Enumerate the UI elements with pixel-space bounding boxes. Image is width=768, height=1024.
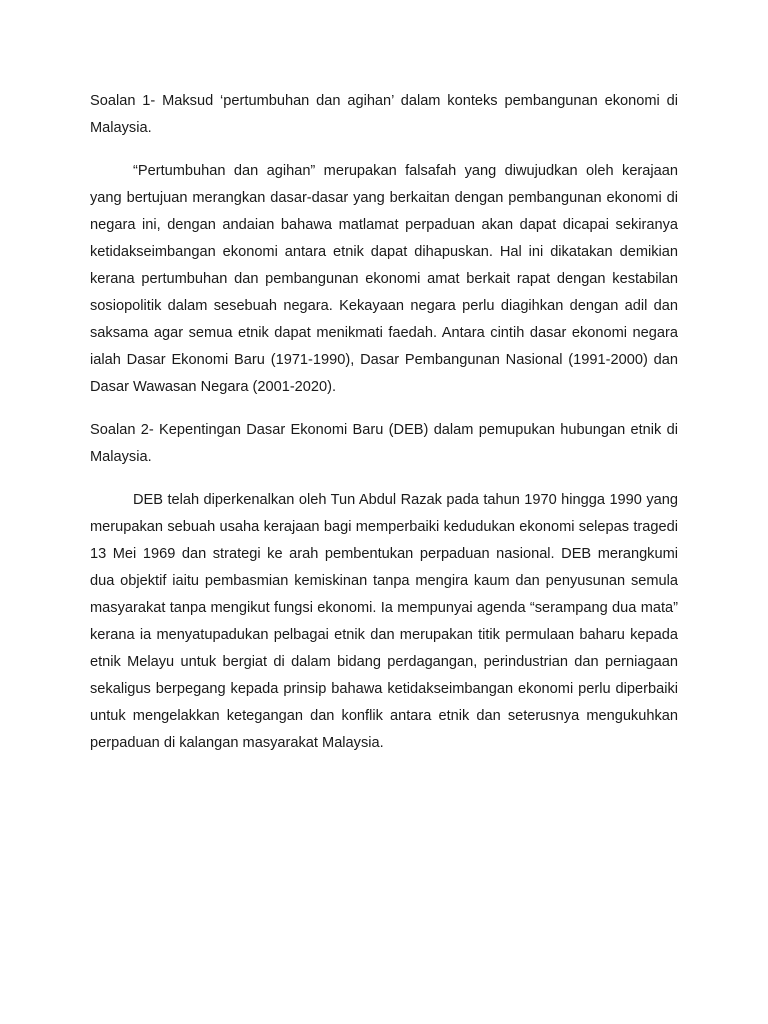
answer-2-paragraph: DEB telah diperkenalkan oleh Tun Abdul Razak pada tahun 1970 hingga 1990 yang merupakan sebuah usaha kerajaan bagi memperbaiki kedudukan ekonomi selepas tragedi 13 Mei 1969 dan strategi ke arah pembentukan perpaduan nasional. DEB merangkumi dua objektif iaitu pembasmian kemiskinan tanpa mengira kaum dan penyusunan semula masyarakat tanpa mengikut fungsi ekonomi. Ia mempunyai agenda “serampang dua mata” kerana ia menyatupadukan pelbagai etnik dan merupakan titik permulaan baharu kepada etnik Melayu untuk bergiat di dalam bidang perdagangan, perindustrian dan perniagaan sekaligus berpegang kepada prinsip bahawa ketidakseimbangan ekonomi perlu diperbaiki untuk mengelakkan ketegangan dan konflik antara etnik dan seterusnya mengukuhkan perpaduan di kalangan masyarakat Malaysia. [90, 492, 678, 751]
question-2-prefix: Soalan 2- [90, 422, 154, 438]
question-1-text: Maksud ‘pertumbuhan dan agihan’ dalam konteks pembangunan ekonomi di Malaysia. [90, 93, 678, 136]
answer-1-paragraph: “Pertumbuhan dan agihan” merupakan falsafah yang diwujudkan oleh kerajaan yang bertujuan merangkan dasar-dasar yang berkaitan dengan pembangunan ekonomi di negara ini, dengan andaian bahawa matlamat perpaduan akan dapat dicapai sekiranya ketidakseimbangan ekonomi antara etnik dapat dihapuskan. Hal ini dikatakan demikian kerana pertumbuhan dan pembangunan ekonomi amat berkait rapat dengan kestabilan sosiopolitik dalam sesebuah negara. Kekayaan negara perlu diagihkan dengan adil dan saksama agar semua etnik dapat menikmati faedah. Antara cintih dasar ekonomi negara ialah Dasar Ekonomi Baru (1971-1990), Dasar Pembangunan Nasional (1991-2000) dan Dasar Wawasan Negara (2001-2020). [90, 163, 678, 395]
question-2-heading [90, 417, 678, 471]
question-1-heading [90, 88, 678, 142]
document-page [90, 88, 678, 757]
question-2-text: Kepentingan Dasar Ekonomi Baru (DEB) dalam pemupukan hubungan etnik di Malaysia. [90, 422, 678, 465]
question-1-prefix: Soalan 1- [90, 93, 156, 109]
